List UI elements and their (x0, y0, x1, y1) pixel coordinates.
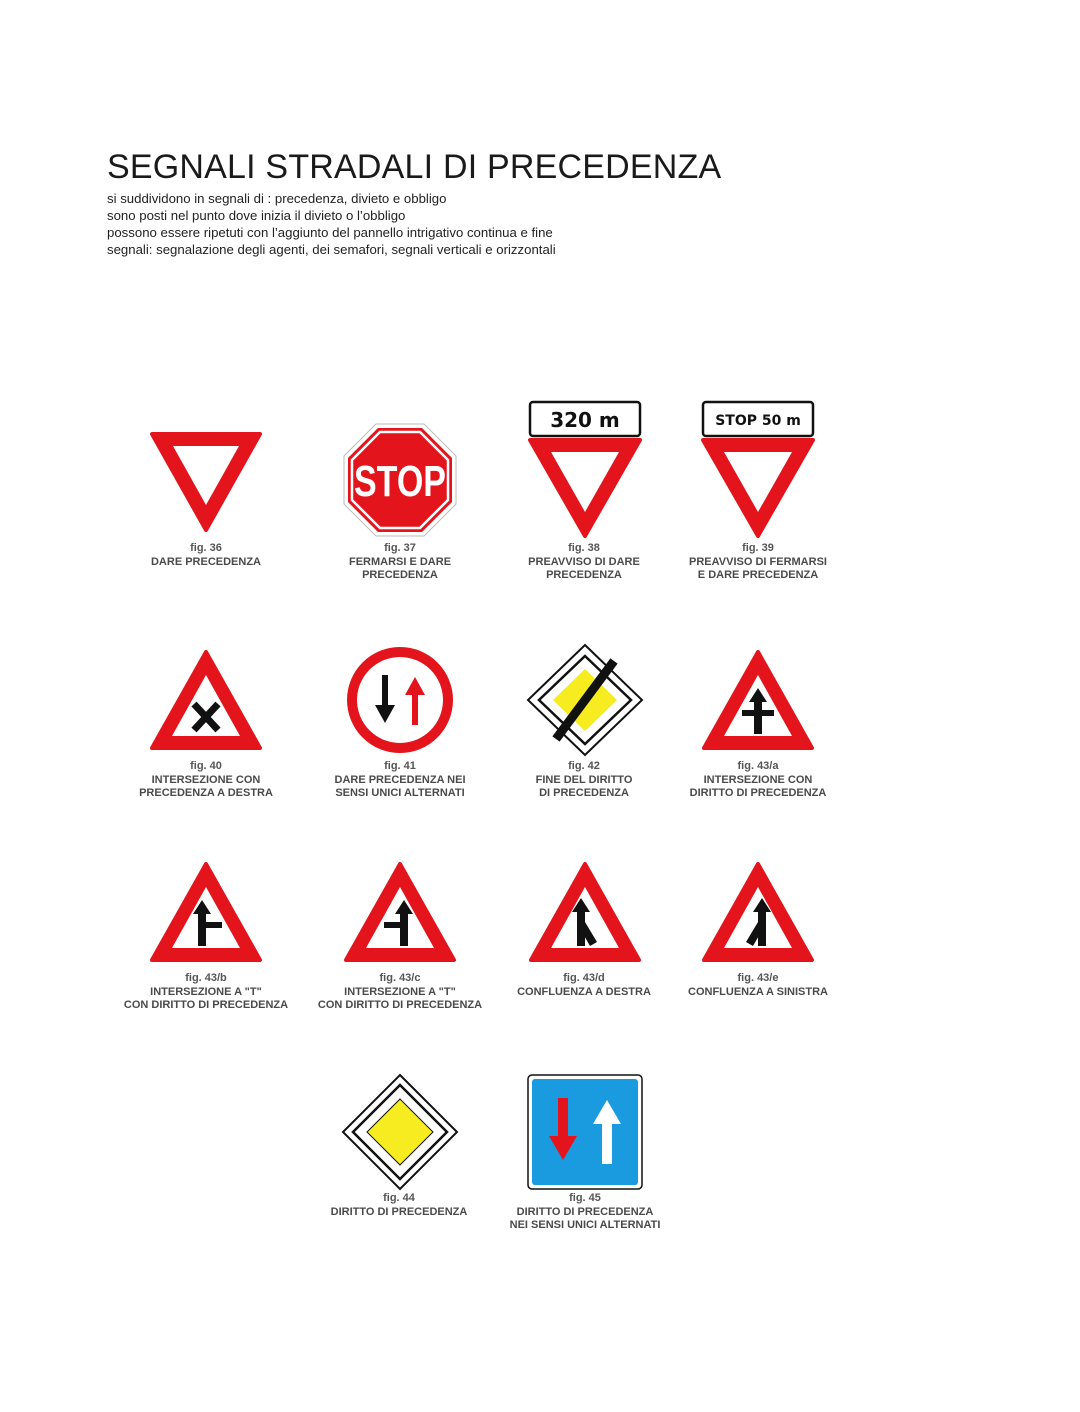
caption-line: FERMARSI E DARE (348, 555, 452, 568)
fig-number: fig. 43/e (737, 972, 779, 984)
give-way-with-distance-panel-icon (526, 400, 644, 540)
caption-line: PREAVVISO DI FERMARSI (689, 555, 827, 568)
intro-line: segnali: segnalazione degli agenti, dei semafori, segnali verticali e orizzontali (107, 242, 556, 257)
merge-right-warning-icon (527, 860, 643, 964)
caption-line: CONFLUENZA A SINISTRA (688, 985, 828, 998)
oncoming-priority-circle-icon (342, 645, 458, 755)
stop-sign-text: STOP (354, 457, 446, 506)
caption-line: PRECEDENZA (546, 569, 622, 581)
caption-line: INTERSEZIONE A "T" (150, 985, 262, 998)
panel-text: 320 m (550, 408, 620, 432)
page-title: SEGNALI STRADALI DI PRECEDENZA (107, 148, 722, 186)
stop-ahead-panel-icon (699, 400, 817, 540)
caption-line: DIRITTO DI PRECEDENZA (516, 1205, 654, 1218)
caption-fig-43b (96, 972, 316, 1013)
caption-line: INTERSEZIONE CON (703, 773, 813, 786)
caption-line: PRECEDENZA (362, 569, 438, 581)
caption-line: DARE PRECEDENZA (150, 555, 261, 568)
merge-left-warning-icon (700, 860, 816, 964)
caption-fig-45 (475, 1192, 695, 1233)
caption-fig-43e (648, 972, 868, 999)
fig-number: fig. 41 (384, 760, 416, 772)
fig-number: fig. 36 (190, 542, 222, 554)
caption-fig-36 (96, 542, 316, 569)
t-junction-left-warning-icon (342, 860, 458, 964)
caption-line: INTERSEZIONE CON (151, 773, 261, 786)
priority-over-oncoming-square-icon (527, 1074, 643, 1190)
end-priority-road-icon (526, 643, 644, 757)
fig-number: fig. 43/a (737, 760, 779, 772)
fig-number: fig. 43/d (563, 972, 605, 984)
caption-fig-43a (648, 760, 868, 801)
caption-line: CON DIRITTO DI PRECEDENZA (317, 999, 483, 1011)
fig-number: fig. 45 (569, 1192, 601, 1204)
stop-octagon-icon (342, 422, 458, 538)
fig-number: fig. 39 (742, 542, 774, 554)
caption-line: SENSI UNICI ALTERNATI (335, 787, 465, 799)
caption-fig-40 (96, 760, 316, 801)
caption-line: PREAVVISO DI DARE (528, 555, 640, 568)
panel-text: STOP 50 m (715, 413, 801, 429)
caption-line: INTERSEZIONE A "T" (344, 985, 456, 998)
fig-number: fig. 37 (384, 542, 416, 554)
caption-line: E DARE PRECEDENZA (697, 569, 819, 581)
fig-number: fig. 43/b (185, 972, 227, 984)
fig-number: fig. 40 (190, 760, 222, 772)
caption-fig-39 (648, 542, 868, 583)
fig-number: fig. 38 (568, 542, 600, 554)
caption-line: PRECEDENZA A DESTRA (139, 787, 273, 799)
intro-line: sono posti nel punto dove inizia il divieto o l’obbligo (107, 208, 406, 223)
priority-road-diamond-icon (341, 1073, 459, 1191)
intro-text (107, 190, 556, 258)
caption-line: FINE DEL DIRITTO (535, 773, 633, 786)
fig-number: fig. 42 (568, 760, 600, 772)
priority-crossroad-warning-icon (700, 648, 816, 752)
intro-line: si suddividono in segnali di : precedenza, divieto e obbligo (107, 191, 447, 206)
caption-line: DI PRECEDENZA (539, 787, 629, 799)
t-junction-right-warning-icon (148, 860, 264, 964)
crossroads-x-warning-icon (148, 648, 264, 752)
caption-line: NEI SENSI UNICI ALTERNATI (509, 1219, 661, 1231)
intro-line: possono essere ripetuti con l’aggiunto del pannello intrigativo continua e fine (107, 225, 553, 240)
caption-line: DARE PRECEDENZA NEI (334, 773, 466, 786)
fig-number: fig. 44 (383, 1192, 415, 1204)
caption-line: DIRITTO DI PRECEDENZA (689, 787, 827, 799)
caption-line: DIRITTO DI PRECEDENZA (330, 1205, 468, 1218)
fig-number: fig. 43/c (379, 972, 421, 984)
give-way-triangle-icon (148, 430, 264, 534)
caption-line: CONFLUENZA A DESTRA (517, 985, 651, 998)
caption-line: CON DIRITTO DI PRECEDENZA (123, 999, 289, 1011)
